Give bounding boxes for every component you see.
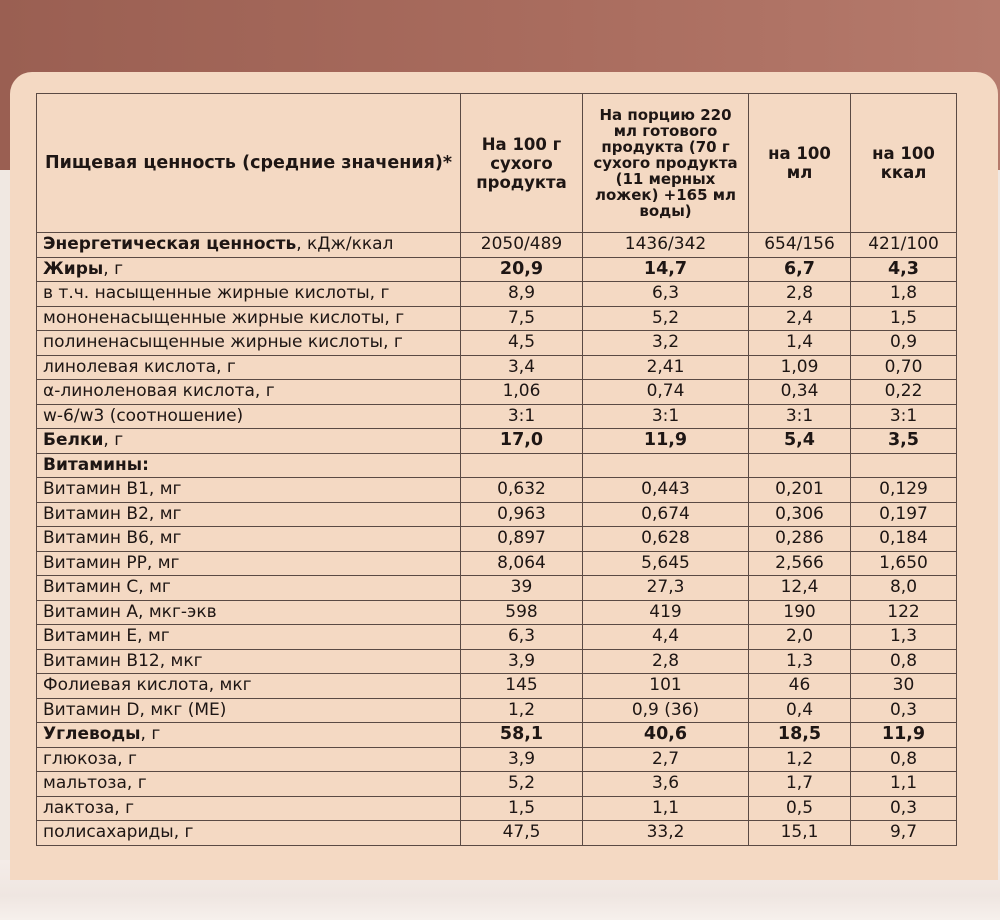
value-cell <box>461 453 583 478</box>
row-label-text: в т.ч. насыщенные жирные кислоты, г <box>43 283 390 304</box>
value-cell: 0,628 <box>583 527 749 552</box>
value-cell: 3,5 <box>851 429 957 454</box>
value-cell: 101 <box>583 674 749 699</box>
table-row <box>37 331 957 356</box>
value-cell: 1,5 <box>461 796 583 821</box>
value-cell: 2,566 <box>749 551 851 576</box>
row-label <box>37 600 461 625</box>
value-cell: 1,09 <box>749 355 851 380</box>
value-cell: 654/156 <box>749 233 851 258</box>
row-label <box>37 331 461 356</box>
value-cell: 3,9 <box>461 649 583 674</box>
row-label-text: Витамин D, мкг (МЕ) <box>43 699 227 720</box>
row-label <box>37 796 461 821</box>
value-cell: 1,8 <box>851 282 957 307</box>
value-cell: 8,9 <box>461 282 583 307</box>
value-cell: 0,8 <box>851 747 957 772</box>
value-cell: 0,3 <box>851 698 957 723</box>
value-cell: 1,06 <box>461 380 583 405</box>
value-cell: 421/100 <box>851 233 957 258</box>
value-cell: 0,5 <box>749 796 851 821</box>
value-cell: 1,3 <box>851 625 957 650</box>
row-label-bold: Жиры <box>43 258 104 279</box>
value-cell: 6,3 <box>461 625 583 650</box>
value-cell: 9,7 <box>851 821 957 846</box>
table-body <box>37 233 957 846</box>
row-label <box>37 649 461 674</box>
value-cell: 0,197 <box>851 502 957 527</box>
value-cell: 1,7 <box>749 772 851 797</box>
row-label-bold: Витамины: <box>43 454 149 475</box>
table-row <box>37 282 957 307</box>
row-label <box>37 625 461 650</box>
value-cell: 122 <box>851 600 957 625</box>
value-cell: 46 <box>749 674 851 699</box>
value-cell: 40,6 <box>583 723 749 748</box>
value-cell: 1,1 <box>851 772 957 797</box>
table-row <box>37 600 957 625</box>
value-cell: 0,74 <box>583 380 749 405</box>
value-cell: 0,9 (36) <box>583 698 749 723</box>
row-label <box>37 551 461 576</box>
table-row <box>37 355 957 380</box>
value-cell: 0,201 <box>749 478 851 503</box>
table-row <box>37 649 957 674</box>
header-per-100kcal: на 100 ккал <box>851 94 957 233</box>
table-row <box>37 478 957 503</box>
row-label <box>37 576 461 601</box>
table-row <box>37 772 957 797</box>
table-row <box>37 233 957 258</box>
row-label <box>37 429 461 454</box>
table-row <box>37 796 957 821</box>
value-cell: 3,6 <box>583 772 749 797</box>
row-label-text: лактоза, г <box>43 797 135 818</box>
value-cell: 1,1 <box>583 796 749 821</box>
table-row <box>37 404 957 429</box>
row-label <box>37 723 461 748</box>
header-nutrition-value: Пищевая ценность (средние значения)* <box>37 94 461 233</box>
table-row <box>37 429 957 454</box>
value-cell: 0,674 <box>583 502 749 527</box>
header-row <box>37 94 957 233</box>
table-row <box>37 723 957 748</box>
value-cell: 0,3 <box>851 796 957 821</box>
value-cell: 2,0 <box>749 625 851 650</box>
value-cell: 17,0 <box>461 429 583 454</box>
row-label <box>37 282 461 307</box>
value-cell: 1,650 <box>851 551 957 576</box>
row-label-text: , г <box>103 430 124 451</box>
value-cell: 0,129 <box>851 478 957 503</box>
nutrition-table <box>36 93 957 846</box>
value-cell <box>851 453 957 478</box>
row-label <box>37 306 461 331</box>
value-cell: 0,9 <box>851 331 957 356</box>
table-row <box>37 380 957 405</box>
value-cell: 3:1 <box>461 404 583 429</box>
value-cell: 0,306 <box>749 502 851 527</box>
value-cell: 6,3 <box>583 282 749 307</box>
table-row <box>37 576 957 601</box>
table-row <box>37 453 957 478</box>
value-cell: 4,4 <box>583 625 749 650</box>
row-label-text: глюкоза, г <box>43 748 137 769</box>
row-label-text: мононенасыщенные жирные кислоты, г <box>43 307 405 328</box>
value-cell: 0,897 <box>461 527 583 552</box>
value-cell: 3,4 <box>461 355 583 380</box>
value-cell: 1,2 <box>461 698 583 723</box>
row-label-text: мальтоза, г <box>43 773 147 794</box>
value-cell: 5,2 <box>583 306 749 331</box>
row-label-bold: Энергетическая ценность <box>43 234 297 255</box>
value-cell: 18,5 <box>749 723 851 748</box>
table-row <box>37 257 957 282</box>
table-row <box>37 527 957 552</box>
row-label <box>37 772 461 797</box>
value-cell: 3:1 <box>749 404 851 429</box>
row-label <box>37 355 461 380</box>
value-cell: 4,5 <box>461 331 583 356</box>
row-label-text: Витамин РР, мг <box>43 552 180 573</box>
value-cell: 190 <box>749 600 851 625</box>
row-label-text: Витамин В12, мкг <box>43 650 203 671</box>
value-cell: 3:1 <box>851 404 957 429</box>
value-cell: 1,2 <box>749 747 851 772</box>
value-cell: 1,5 <box>851 306 957 331</box>
value-cell: 2,8 <box>583 649 749 674</box>
row-label-text: , г <box>103 258 124 279</box>
value-cell: 30 <box>851 674 957 699</box>
row-label <box>37 380 461 405</box>
value-cell: 0,8 <box>851 649 957 674</box>
row-label-bold: Белки <box>43 430 104 451</box>
value-cell: 0,443 <box>583 478 749 503</box>
value-cell: 27,3 <box>583 576 749 601</box>
value-cell: 3,9 <box>461 747 583 772</box>
value-cell: 12,4 <box>749 576 851 601</box>
row-label <box>37 674 461 699</box>
value-cell: 7,5 <box>461 306 583 331</box>
value-cell: 0,184 <box>851 527 957 552</box>
value-cell: 2,41 <box>583 355 749 380</box>
row-label <box>37 404 461 429</box>
row-label-text: , г <box>140 724 161 745</box>
row-label-text: Фолиевая кислота, мкг <box>43 675 252 696</box>
row-label-text: α-линоленовая кислота, г <box>43 381 275 402</box>
row-label-text: Витамин В2, мг <box>43 503 182 524</box>
row-label <box>37 478 461 503</box>
row-label <box>37 233 461 258</box>
value-cell: 598 <box>461 600 583 625</box>
row-label <box>37 453 461 478</box>
value-cell: 4,3 <box>851 257 957 282</box>
value-cell: 2050/489 <box>461 233 583 258</box>
value-cell: 2,8 <box>749 282 851 307</box>
value-cell: 3:1 <box>583 404 749 429</box>
row-label-text: линолевая кислота, г <box>43 356 236 377</box>
table-row <box>37 674 957 699</box>
table-row <box>37 502 957 527</box>
row-label <box>37 502 461 527</box>
value-cell: 419 <box>583 600 749 625</box>
row-label-text: Витамин А, мкг-экв <box>43 601 217 622</box>
value-cell: 11,9 <box>851 723 957 748</box>
value-cell <box>749 453 851 478</box>
value-cell: 47,5 <box>461 821 583 846</box>
row-label-text: полисахариды, г <box>43 822 194 843</box>
value-cell: 15,1 <box>749 821 851 846</box>
table-row <box>37 821 957 846</box>
row-label-bold: Углеводы <box>43 724 141 745</box>
value-cell: 0,4 <box>749 698 851 723</box>
value-cell: 20,9 <box>461 257 583 282</box>
value-cell: 2,4 <box>749 306 851 331</box>
value-cell: 11,9 <box>583 429 749 454</box>
value-cell: 5,2 <box>461 772 583 797</box>
value-cell: 0,963 <box>461 502 583 527</box>
row-label-text: Витамин В1, мг <box>43 479 182 500</box>
value-cell: 5,645 <box>583 551 749 576</box>
table-row <box>37 625 957 650</box>
row-label <box>37 747 461 772</box>
value-cell: 0,286 <box>749 527 851 552</box>
value-cell: 0,632 <box>461 478 583 503</box>
value-cell: 33,2 <box>583 821 749 846</box>
value-cell: 8,0 <box>851 576 957 601</box>
row-label <box>37 698 461 723</box>
value-cell: 39 <box>461 576 583 601</box>
row-label <box>37 257 461 282</box>
row-label-text: , кДж/ккал <box>296 234 394 255</box>
value-cell: 14,7 <box>583 257 749 282</box>
value-cell: 1,3 <box>749 649 851 674</box>
table-row <box>37 747 957 772</box>
value-cell: 0,34 <box>749 380 851 405</box>
row-label <box>37 527 461 552</box>
value-cell: 6,7 <box>749 257 851 282</box>
header-per-100g-dry: На 100 г сухого продукта <box>461 94 583 233</box>
row-label-text: w-6/w3 (соотношение) <box>43 405 244 426</box>
row-label <box>37 821 461 846</box>
header-per-serving: На порцию 220 мл готового продукта (70 г сухого продукта (11 мерных ложек) +165 мл воды) <box>583 94 749 233</box>
value-cell: 0,22 <box>851 380 957 405</box>
value-cell: 1,4 <box>749 331 851 356</box>
row-label-text: Витамин С, мг <box>43 577 171 598</box>
table-row <box>37 551 957 576</box>
value-cell <box>583 453 749 478</box>
value-cell: 2,7 <box>583 747 749 772</box>
value-cell: 1436/342 <box>583 233 749 258</box>
value-cell: 145 <box>461 674 583 699</box>
row-label-text: Витамин Е, мг <box>43 626 170 647</box>
row-label-text: Витамин В6, мг <box>43 528 182 549</box>
header-per-100ml: на 100 мл <box>749 94 851 233</box>
value-cell: 3,2 <box>583 331 749 356</box>
value-cell: 8,064 <box>461 551 583 576</box>
row-label-text: полиненасыщенные жирные кислоты, г <box>43 332 403 353</box>
value-cell: 58,1 <box>461 723 583 748</box>
table-row <box>37 306 957 331</box>
value-cell: 0,70 <box>851 355 957 380</box>
table-row <box>37 698 957 723</box>
value-cell: 5,4 <box>749 429 851 454</box>
